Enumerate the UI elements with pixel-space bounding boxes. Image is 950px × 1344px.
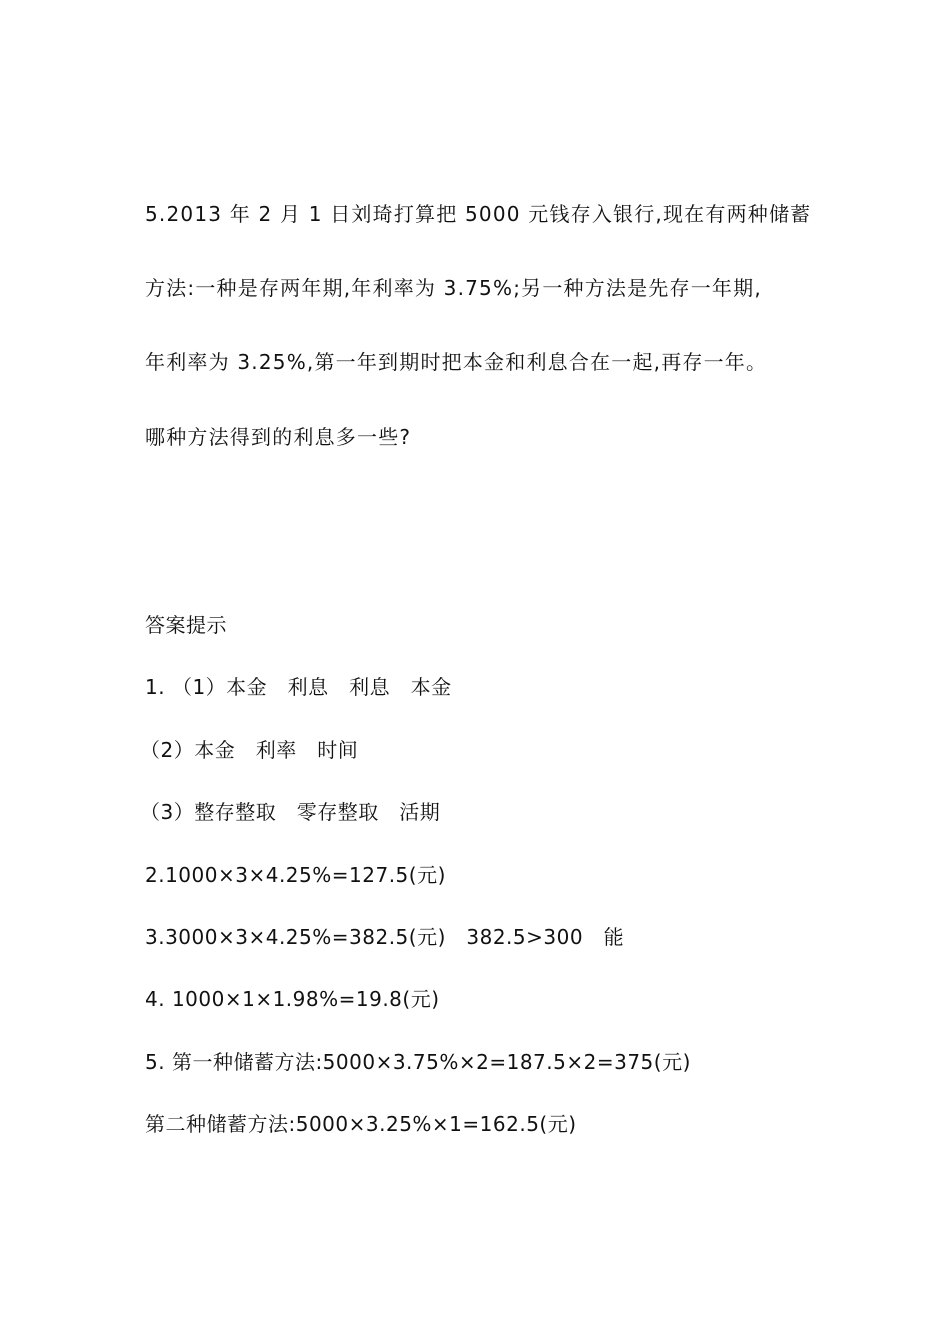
question-5-line-1: 5.2013 年 2 月 1 日刘琦打算把 5000 元钱存入银行,现在有两种储蓄	[145, 202, 812, 226]
answer-2: 2.1000×3×4.25%=127.5(元)	[145, 863, 446, 887]
answer-5-method-2: 第二种储蓄方法:5000×3.25%×1=162.5(元)	[145, 1112, 577, 1136]
question-5-line-3: 年利率为 3.25%,第一年到期时把本金和利息合在一起,再存一年。	[145, 350, 768, 374]
answer-4: 4. 1000×1×1.98%=19.8(元)	[145, 987, 440, 1011]
answer-1-part-2: （2）本金 利率 时间	[140, 738, 359, 762]
answer-1-part-3: （3）整存整取 零存整取 活期	[140, 800, 441, 824]
answer-heading: 答案提示	[145, 613, 227, 637]
answer-1: 1. （1）本金 利息 利息 本金	[145, 675, 452, 699]
answer-3: 3.3000×3×4.25%=382.5(元) 382.5>300 能	[145, 925, 625, 949]
answer-5-method-1: 5. 第一种储蓄方法:5000×3.75%×2=187.5×2=375(元)	[145, 1050, 691, 1074]
question-5-line-4: 哪种方法得到的利息多一些?	[145, 425, 412, 449]
question-5-line-2: 方法:一种是存两年期,年利率为 3.75%;另一种方法是先存一年期,	[145, 276, 762, 300]
